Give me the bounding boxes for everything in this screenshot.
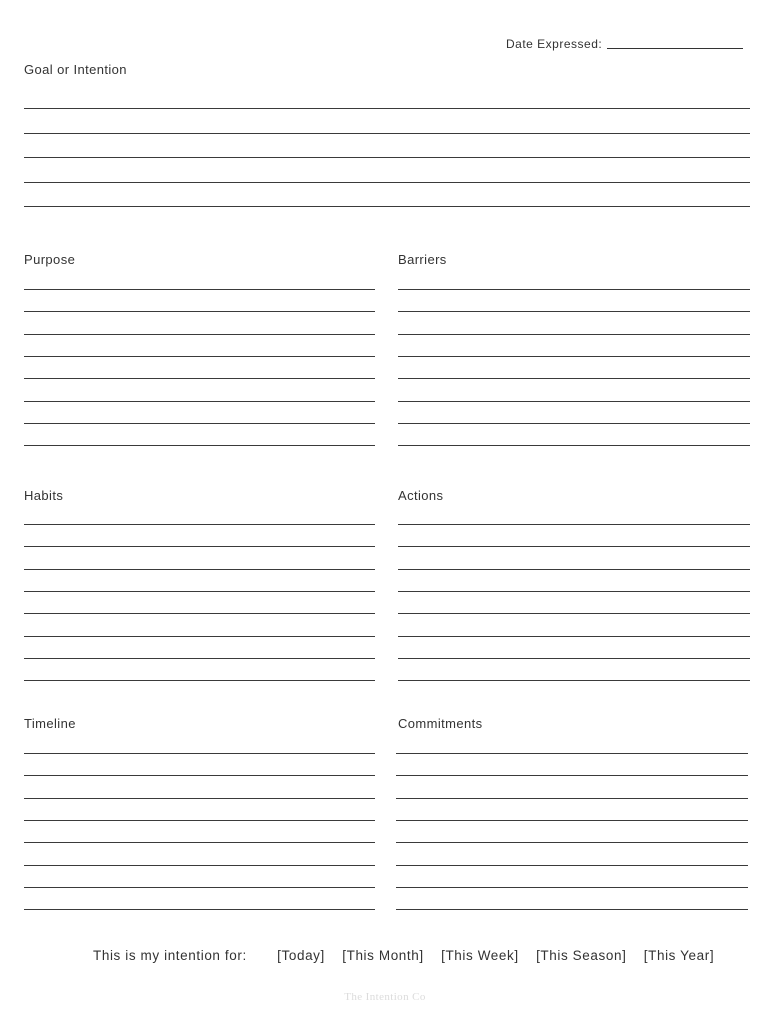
habits-writing-line[interactable]: [24, 546, 375, 547]
actions-writing-line[interactable]: [398, 636, 750, 637]
date-expressed-label: Date Expressed:: [506, 37, 603, 51]
actions-label: Actions: [398, 488, 444, 503]
barriers-writing-line[interactable]: [398, 378, 750, 379]
commitments-writing-line[interactable]: [396, 865, 748, 866]
habits-writing-line[interactable]: [24, 658, 375, 659]
purpose-writing-line[interactable]: [24, 289, 375, 290]
goal-writing-line[interactable]: [24, 206, 750, 207]
purpose-writing-line[interactable]: [24, 401, 375, 402]
actions-writing-line[interactable]: [398, 680, 750, 681]
timeline-writing-line[interactable]: [24, 820, 375, 821]
actions-writing-line[interactable]: [398, 658, 750, 659]
commitments-writing-line[interactable]: [396, 842, 748, 843]
option-this-month[interactable]: [This Month]: [342, 948, 424, 963]
barriers-writing-line[interactable]: [398, 401, 750, 402]
intention-lead-text: This is my intention for:: [93, 948, 247, 963]
commitments-writing-line[interactable]: [396, 909, 748, 910]
habits-writing-line[interactable]: [24, 524, 375, 525]
habits-writing-line[interactable]: [24, 613, 375, 614]
habits-writing-line[interactable]: [24, 636, 375, 637]
actions-writing-line[interactable]: [398, 524, 750, 525]
commitments-writing-line[interactable]: [396, 753, 748, 754]
purpose-writing-line[interactable]: [24, 334, 375, 335]
goal-writing-line[interactable]: [24, 182, 750, 183]
date-expressed-line[interactable]: [607, 48, 743, 49]
purpose-writing-line[interactable]: [24, 378, 375, 379]
purpose-writing-line[interactable]: [24, 356, 375, 357]
commitments-writing-line[interactable]: [396, 820, 748, 821]
actions-writing-line[interactable]: [398, 569, 750, 570]
timeline-writing-line[interactable]: [24, 865, 375, 866]
goal-writing-line[interactable]: [24, 108, 750, 109]
barriers-writing-line[interactable]: [398, 356, 750, 357]
habits-writing-line[interactable]: [24, 680, 375, 681]
purpose-label: Purpose: [24, 252, 76, 267]
option-this-season[interactable]: [This Season]: [536, 948, 627, 963]
barriers-writing-line[interactable]: [398, 445, 750, 446]
barriers-writing-line[interactable]: [398, 311, 750, 312]
timeline-label: Timeline: [24, 716, 76, 731]
option-today[interactable]: [Today]: [277, 948, 325, 963]
brand-footer: The Intention Co: [344, 991, 426, 1003]
timeline-writing-line[interactable]: [24, 887, 375, 888]
actions-writing-line[interactable]: [398, 591, 750, 592]
timeline-writing-line[interactable]: [24, 798, 375, 799]
barriers-label: Barriers: [398, 252, 447, 267]
timeline-writing-line[interactable]: [24, 909, 375, 910]
purpose-writing-line[interactable]: [24, 445, 375, 446]
habits-writing-line[interactable]: [24, 569, 375, 570]
barriers-writing-line[interactable]: [398, 334, 750, 335]
actions-writing-line[interactable]: [398, 546, 750, 547]
actions-writing-line[interactable]: [398, 613, 750, 614]
option-this-year[interactable]: [This Year]: [643, 948, 715, 963]
barriers-writing-line[interactable]: [398, 289, 750, 290]
intention-period-row: [93, 948, 714, 963]
habits-writing-line[interactable]: [24, 591, 375, 592]
purpose-writing-line[interactable]: [24, 311, 375, 312]
date-expressed-field[interactable]: [506, 37, 743, 51]
habits-label: Habits: [24, 488, 64, 503]
goal-label: Goal or Intention: [24, 62, 127, 77]
goal-writing-line[interactable]: [24, 133, 750, 134]
timeline-writing-line[interactable]: [24, 775, 375, 776]
barriers-writing-line[interactable]: [398, 423, 750, 424]
option-this-week[interactable]: [This Week]: [441, 948, 519, 963]
timeline-writing-line[interactable]: [24, 842, 375, 843]
timeline-writing-line[interactable]: [24, 753, 375, 754]
purpose-writing-line[interactable]: [24, 423, 375, 424]
goal-writing-line[interactable]: [24, 157, 750, 158]
commitments-writing-line[interactable]: [396, 775, 748, 776]
commitments-writing-line[interactable]: [396, 887, 748, 888]
commitments-writing-line[interactable]: [396, 798, 748, 799]
commitments-label: Commitments: [398, 716, 483, 731]
